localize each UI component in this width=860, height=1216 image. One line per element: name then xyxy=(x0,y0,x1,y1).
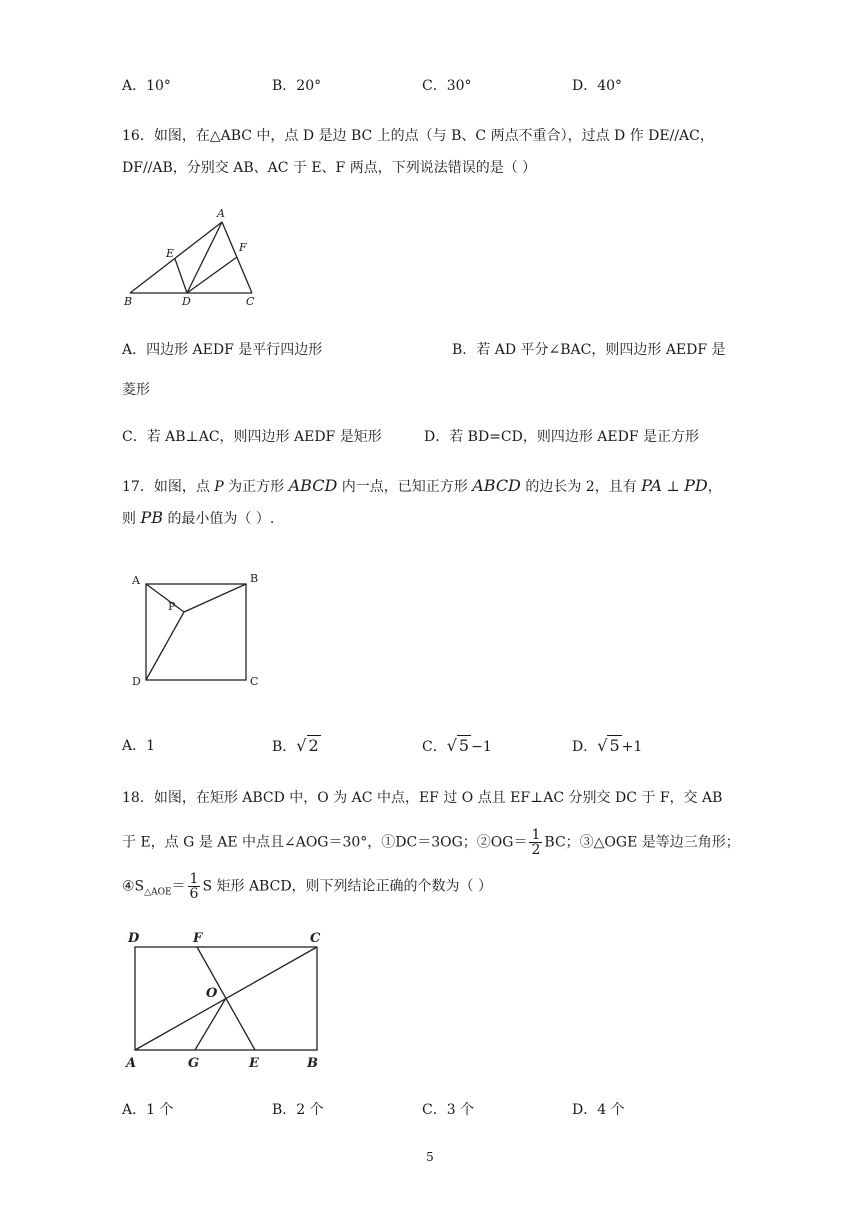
q17-option-b-prefix: B． xyxy=(272,739,297,755)
q18-label-a: A xyxy=(126,1056,137,1071)
q18-option-b: B．2 个 xyxy=(272,1102,324,1118)
q16-label-f: F xyxy=(239,241,247,254)
q17-label-a: A xyxy=(132,574,140,587)
q16-triangle-figure xyxy=(118,200,278,310)
q18-line3-text-b: S 矩形 ABCD，则下列结论正确的个数为（ ） xyxy=(202,878,492,895)
q17-option-d-sqrt: √ 5 xyxy=(597,736,620,755)
q18-label-d: D xyxy=(128,931,140,946)
q16-question-line2: DF//AB，分别交 AB、AC 于 E、F 两点，下列说法错误的是（ ） xyxy=(122,160,537,176)
q17-question-line2 xyxy=(122,508,274,529)
q17-option-d-radicand: 5 xyxy=(609,736,620,755)
q15-option-d: D．40° xyxy=(572,78,623,94)
q17-text-prefix: 17．如图，点 xyxy=(122,479,210,495)
q16-option-d: D．若 BD=CD，则四边形 AEDF 是正方形 xyxy=(424,429,700,445)
q18-option-d: D．4 个 xyxy=(572,1102,625,1118)
q18-line2-text-a: 于 E，点 G 是 AE 中点且∠AOG＝30°，①DC＝3OG；②OG＝ xyxy=(122,834,528,851)
q17-comma: ， xyxy=(707,479,722,495)
q16-question-line1: 16．如图，在△ABC 中，点 D 是边 BC 上的点（与 B、C 两点不重合），过点 D 作 DE//AC， xyxy=(122,128,714,144)
q16-option-a: A．四边形 AEDF 是平行四边形 xyxy=(122,342,323,358)
q18-question-line3 xyxy=(122,872,492,902)
q18-frac2-numerator: 1 xyxy=(189,871,199,887)
q18-label-g: G xyxy=(188,1056,200,1071)
q17-var-abcd-2: ABCD xyxy=(472,476,521,495)
q17-var-pd: PD xyxy=(684,476,708,495)
q17-line2-suffix: 的最小值为（ ）. xyxy=(167,511,275,527)
q17-label-p: P xyxy=(168,600,176,613)
q17-var-pb: PB xyxy=(140,508,163,527)
q16-label-e: E xyxy=(166,247,175,260)
q17-line2-prefix: 则 xyxy=(122,511,136,527)
q18-option-a: A．1 个 xyxy=(122,1102,174,1118)
q16-label-a: A xyxy=(217,207,225,220)
q17-perp-symbol: ⊥ xyxy=(666,479,680,495)
q16-option-b-continued: 菱形 xyxy=(122,382,150,398)
q18-label-e: E xyxy=(249,1056,259,1071)
q17-option-b xyxy=(272,736,321,757)
q15-option-c: C．30° xyxy=(422,78,472,94)
q18-fraction-one-half xyxy=(529,828,542,857)
q17-question-line1 xyxy=(122,476,722,497)
q17-text-mid1: 为正方形 xyxy=(228,479,285,495)
q17-label-c: C xyxy=(250,675,259,688)
q18-question-line1: 18．如图，在矩形 ABCD 中，O 为 AC 中点，EF 过 O 点且 EF⊥AC 分别交 DC 于 F，交 AB xyxy=(122,790,723,806)
q17-option-c-suffix: −1 xyxy=(471,739,492,755)
q18-option-c: C．3 个 xyxy=(422,1102,475,1118)
q18-label-o: O xyxy=(206,986,218,1001)
q18-line3-text-a: ④S xyxy=(122,878,145,895)
q17-option-b-radicand: 2 xyxy=(308,736,319,755)
q18-frac2-denominator: 6 xyxy=(189,886,199,902)
q16-option-c: C．若 AB⊥AC，则四边形 AEDF 是矩形 xyxy=(122,429,382,445)
q17-square-figure xyxy=(128,568,268,693)
q17-text-mid3: 的边长为 2，且有 xyxy=(525,479,637,495)
q18-frac1-numerator: 1 xyxy=(531,827,541,843)
q18-label-b: B xyxy=(307,1056,318,1071)
q17-var-abcd-1: ABCD xyxy=(288,476,338,495)
q18-line2-text-b: BC；③△OGE 是等边三角形； xyxy=(544,834,740,851)
q17-label-b: B xyxy=(250,572,259,585)
q15-option-b: B．20° xyxy=(272,78,322,94)
q17-option-b-sqrt: √ 2 xyxy=(296,736,319,755)
q17-var-pa: PA xyxy=(641,476,663,495)
q17-var-p: P xyxy=(214,479,224,495)
q18-subscript-aoe: △AOE xyxy=(144,887,172,898)
q18-frac1-denominator: 2 xyxy=(531,842,541,858)
q18-label-c: C xyxy=(310,931,321,946)
q17-option-a: A．1 xyxy=(122,738,156,754)
q17-option-d-suffix: +1 xyxy=(621,739,643,755)
q17-text-mid2: 内一点，已知正方形 xyxy=(341,479,468,495)
page-number: 5 xyxy=(426,1150,434,1164)
q18-question-line2 xyxy=(122,828,740,857)
q17-option-c xyxy=(422,736,492,757)
q18-equals: ＝ xyxy=(171,878,186,895)
q15-option-a: A．10° xyxy=(122,78,171,94)
q17-option-d xyxy=(572,736,642,757)
q17-option-c-prefix: C． xyxy=(422,739,447,755)
q18-rectangle-figure xyxy=(120,925,340,1073)
q17-option-d-prefix: D． xyxy=(572,739,598,755)
q17-option-c-sqrt: √ 5 xyxy=(446,736,470,755)
q17-label-d: D xyxy=(132,675,141,688)
q16-option-b: B．若 AD 平分∠BAC，则四边形 AEDF 是 xyxy=(452,342,726,358)
q18-fraction-one-sixth xyxy=(188,872,201,901)
q18-label-f: F xyxy=(193,931,203,946)
q17-option-c-radicand: 5 xyxy=(458,736,470,755)
q16-label-b: B xyxy=(124,295,133,308)
q16-label-c: C xyxy=(246,295,255,308)
q16-label-d: D xyxy=(182,295,191,308)
